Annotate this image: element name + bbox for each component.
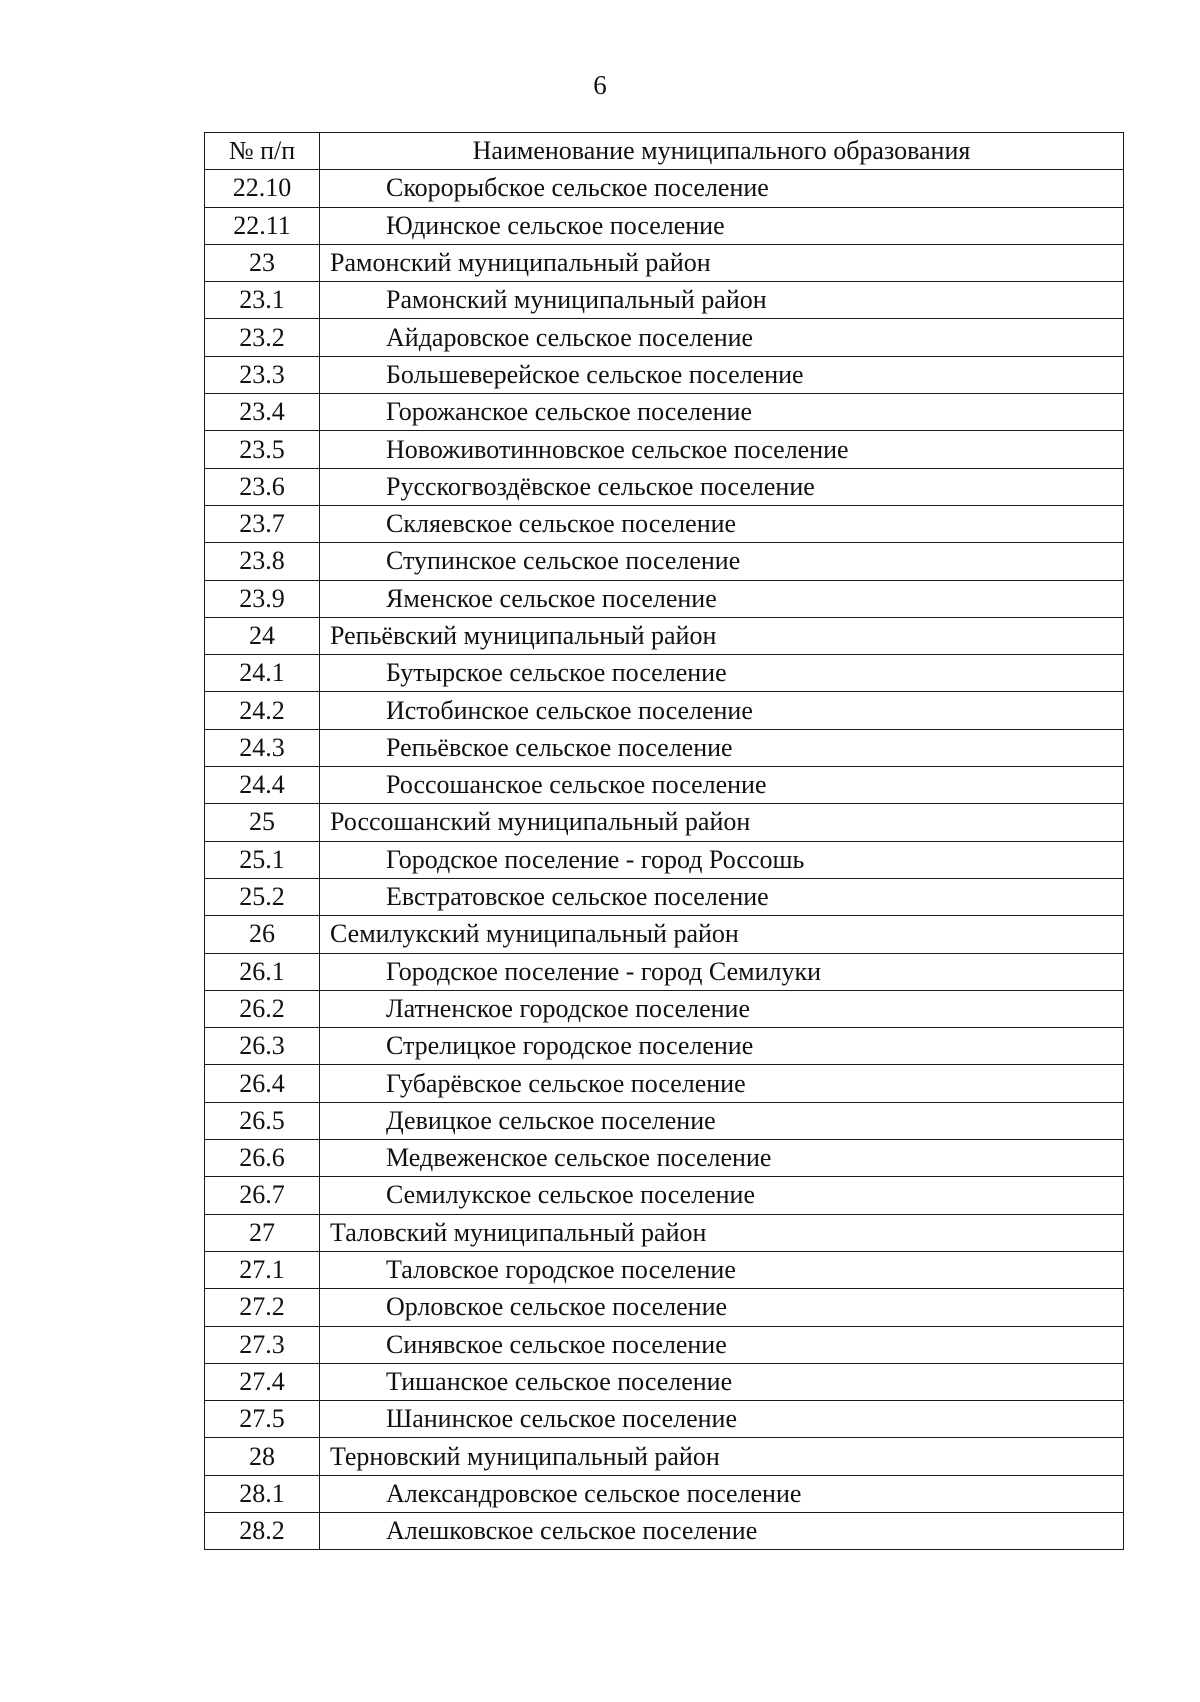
table-row [205,1512,1124,1549]
row-number: 23.4 [205,394,320,431]
row-settlement-name: Юдинское сельское поселение [320,207,1124,244]
row-number: 25.2 [205,878,320,915]
table-row [205,543,1124,580]
row-number: 27.4 [205,1363,320,1400]
row-settlement-name: Скорорыбское сельское поселение [320,170,1124,207]
table-row [205,505,1124,542]
table-row [205,1475,1124,1512]
row-number: 26.5 [205,1102,320,1139]
row-settlement-name: Бутырское сельское поселение [320,655,1124,692]
row-number: 23.6 [205,468,320,505]
row-number: 23.3 [205,356,320,393]
table-row [205,617,1124,654]
row-number: 26.4 [205,1065,320,1102]
row-number: 23.9 [205,580,320,617]
table-row [205,1401,1124,1438]
table-row [205,1065,1124,1102]
row-settlement-name: Губарёвское сельское поселение [320,1065,1124,1102]
table-row [205,804,1124,841]
row-settlement-name: Яменское сельское поселение [320,580,1124,617]
table-row [205,1028,1124,1065]
table-row [205,1140,1124,1177]
row-settlement-name: Айдаровское сельское поселение [320,319,1124,356]
table-row [205,878,1124,915]
table-row [205,655,1124,692]
row-number: 26 [205,916,320,953]
table-row [205,244,1124,281]
header-number: № п/п [205,133,320,170]
table-row [205,282,1124,319]
row-number: 23.7 [205,505,320,542]
table-row [205,394,1124,431]
row-number: 28 [205,1438,320,1475]
row-number: 24 [205,617,320,654]
row-settlement-name: Россошанское сельское поселение [320,767,1124,804]
row-number: 27.1 [205,1251,320,1288]
table-row [205,468,1124,505]
row-number: 28.2 [205,1512,320,1549]
row-settlement-name: Латненское городское поселение [320,990,1124,1027]
row-settlement-name: Горожанское сельское поселение [320,394,1124,431]
row-number: 27.2 [205,1289,320,1326]
table-row [205,1363,1124,1400]
table-row [205,767,1124,804]
table-row [205,692,1124,729]
table-row [205,319,1124,356]
row-settlement-name: Девицкое сельское поселение [320,1102,1124,1139]
row-district-name: Терновский муниципальный район [320,1438,1124,1475]
row-settlement-name: Русскогвоздёвское сельское поселение [320,468,1124,505]
row-settlement-name: Рамонский муниципальный район [320,282,1124,319]
table-row [205,1289,1124,1326]
row-settlement-name: Тишанское сельское поселение [320,1363,1124,1400]
table-row [205,170,1124,207]
row-district-name: Таловский муниципальный район [320,1214,1124,1251]
row-number: 27.5 [205,1401,320,1438]
row-settlement-name: Алешковское сельское поселение [320,1512,1124,1549]
row-settlement-name: Городское поселение - город Семилуки [320,953,1124,990]
row-settlement-name: Семилукское сельское поселение [320,1177,1124,1214]
page-number: 6 [593,70,607,100]
table-row [205,729,1124,766]
row-settlement-name: Скляевское сельское поселение [320,505,1124,542]
row-number: 23 [205,244,320,281]
table-row [205,1214,1124,1251]
row-number: 22.10 [205,170,320,207]
row-number: 26.2 [205,990,320,1027]
table-row [205,1251,1124,1288]
row-settlement-name: Шанинское сельское поселение [320,1401,1124,1438]
row-settlement-name: Истобинское сельское поселение [320,692,1124,729]
row-number: 26.3 [205,1028,320,1065]
table-row [205,990,1124,1027]
row-district-name: Репьёвский муниципальный район [320,617,1124,654]
table-row [205,207,1124,244]
row-district-name: Рамонский муниципальный район [320,244,1124,281]
row-number: 23.8 [205,543,320,580]
row-number: 22.11 [205,207,320,244]
table-row [205,580,1124,617]
row-number: 24.4 [205,767,320,804]
row-settlement-name: Евстратовское сельское поселение [320,878,1124,915]
header-name: Наименование муниципального образования [320,133,1124,170]
row-district-name: Россошанский муниципальный район [320,804,1124,841]
row-settlement-name: Ступинское сельское поселение [320,543,1124,580]
table-row [205,953,1124,990]
row-number: 28.1 [205,1475,320,1512]
table-header-row [205,133,1124,170]
table-row [205,1177,1124,1214]
row-number: 27 [205,1214,320,1251]
table-row [205,431,1124,468]
table-row [205,1102,1124,1139]
row-number: 24.3 [205,729,320,766]
table-row [205,916,1124,953]
row-number: 24.1 [205,655,320,692]
row-settlement-name: Александровское сельское поселение [320,1475,1124,1512]
table-row [205,841,1124,878]
row-settlement-name: Таловское городское поселение [320,1251,1124,1288]
table-body [205,170,1124,1550]
row-number: 24.2 [205,692,320,729]
municipalities-table [204,132,1124,1550]
row-settlement-name: Репьёвское сельское поселение [320,729,1124,766]
row-settlement-name: Городское поселение - город Россошь [320,841,1124,878]
row-settlement-name: Медвеженское сельское поселение [320,1140,1124,1177]
row-settlement-name: Новоживотинновское сельское поселение [320,431,1124,468]
row-number: 25.1 [205,841,320,878]
row-district-name: Семилукский муниципальный район [320,916,1124,953]
row-number: 26.7 [205,1177,320,1214]
table-row [205,1438,1124,1475]
row-settlement-name: Стрелицкое городское поселение [320,1028,1124,1065]
row-settlement-name: Орловское сельское поселение [320,1289,1124,1326]
row-number: 23.1 [205,282,320,319]
row-number: 23.2 [205,319,320,356]
row-number: 26.1 [205,953,320,990]
table-row [205,356,1124,393]
row-number: 25 [205,804,320,841]
row-settlement-name: Большеверейское сельское поселение [320,356,1124,393]
row-number: 26.6 [205,1140,320,1177]
row-number: 27.3 [205,1326,320,1363]
row-number: 23.5 [205,431,320,468]
row-settlement-name: Синявское сельское поселение [320,1326,1124,1363]
table-row [205,1326,1124,1363]
